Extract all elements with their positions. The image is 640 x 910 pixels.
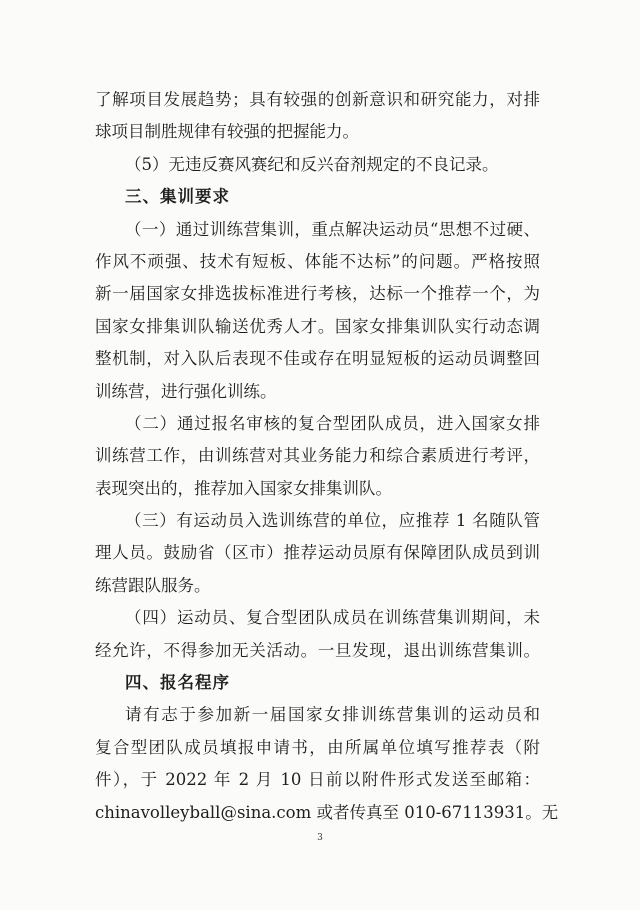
section-heading-training-requirements: 三、集训要求 xyxy=(125,187,230,207)
paragraph-line: chinavolleyball@sina.com 或者传真至 010-67113931。无 xyxy=(95,802,559,822)
paragraph-line: 表现突出的，推荐加入国家女排集训队。 xyxy=(95,478,392,498)
paragraph-line: 国家女排集训队输送优秀人才。国家女排集训队实行动态调 xyxy=(95,316,540,336)
paragraph-line: （一）通过训练营集训，重点解决运动员“思想不过硬、 xyxy=(125,219,540,239)
paragraph-line: （四）运动员、复合型团队成员在训练营集训期间，未 xyxy=(125,608,540,628)
paragraph-line: 请有志于参加新一届国家女排训练营集训的运动员和 xyxy=(125,705,540,725)
paragraph-line: 复合型团队成员填报申请书，由所属单位填写推荐表（附 xyxy=(95,737,540,757)
paragraph-line: 理人员。鼓励省（区市）推荐运动员原有保障团队成员到训 xyxy=(95,543,540,563)
paragraph-line: 经允许，不得参加无关活动。一旦发现，退出训练营集训。 xyxy=(95,640,540,660)
paragraph-line: 整机制，对入队后表现不佳或存在明显短板的运动员调整回 xyxy=(95,349,540,369)
document-body xyxy=(95,84,559,829)
paragraph-line: 训练营工作，由训练营对其业务能力和综合素质进行考评， xyxy=(95,446,540,466)
criteria-item-5: （5）无违反赛风赛纪和反兴奋剂规定的不良记录。 xyxy=(125,154,499,174)
paragraph-line: （三）有运动员入选训练营的单位，应推荐 1 名随队管 xyxy=(125,511,540,531)
paragraph-line: 练营跟队服务。 xyxy=(95,575,211,595)
paragraph-line: （二）通过报名审核的复合型团队成员，进入国家女排 xyxy=(125,413,540,433)
paragraph-line: 作风不顽强、技术有短板、体能不达标”的问题。严格按照 xyxy=(95,251,540,271)
text-line: 球项目制胜规律有较强的把握能力。 xyxy=(95,122,359,142)
paragraph-line: 件），于 2022 年 2 月 10 日前以附件形式发送至邮箱： xyxy=(95,770,540,790)
paragraph-line: 训练营，进行强化训练。 xyxy=(95,381,277,401)
section-heading-registration-procedure: 四、报名程序 xyxy=(125,673,230,693)
page-number: 3 xyxy=(317,833,323,843)
paragraph-line: 新一届国家女排选拔标准进行考核，达标一个推荐一个，为 xyxy=(95,284,540,304)
text-line: 了解项目发展趋势；具有较强的创新意识和研究能力，对排 xyxy=(95,90,540,109)
